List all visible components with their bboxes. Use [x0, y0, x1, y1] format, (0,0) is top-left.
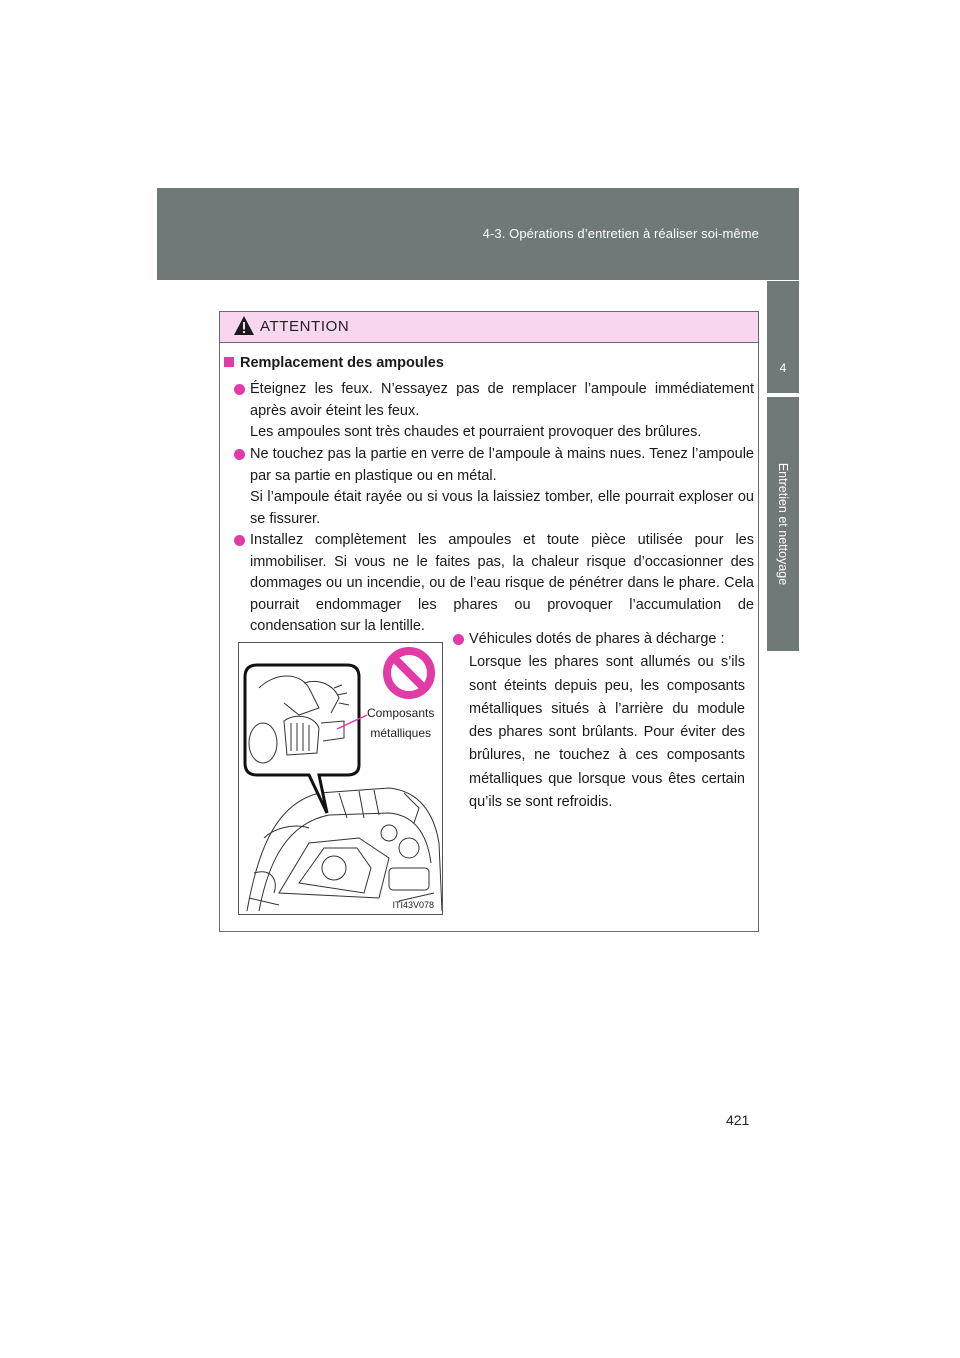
bullet-text: Installez complètement les ampoules et toute pièce utilisée pour les immobiliser. Si vous ne le faites pas, la chaleur risque d’occasionner des dommages ou un incendie, ou de l’eau risque de pénétrer dans le phare. Cela pourrait endommager les phares ou provoquer l’accumulation de condensation sur la lentille.	[250, 532, 754, 634]
callout-line-2: métalliques	[370, 726, 432, 740]
chapter-number-box	[767, 281, 799, 393]
chapter-label: Entretien et nettoyage	[776, 462, 790, 586]
square-bullet-icon	[224, 357, 234, 367]
warning-title: ATTENTION	[260, 318, 350, 335]
side-bullet-text: Lorsque les phares sont allumés ou s’ils sont éteints depuis peu, les composants métalliques situés à l’arrière du module des phares sont brûlants. Pour éviter des brûlures, ne touchez à ces composants métalliques que lorsque vous êtes certain qu’ils se sont refroidis.	[469, 654, 745, 811]
bullet-text: Éteignez les feux. N’essayez pas de remplacer l’ampoule immédiatement après avoir éteint les feux.	[250, 381, 754, 419]
illustration-code: ITI43V078	[392, 900, 434, 910]
section-heading-text: Remplacement des ampoules	[240, 355, 444, 371]
warning-bullet	[234, 379, 754, 444]
warning-header	[220, 312, 758, 343]
warning-bullet	[234, 530, 754, 638]
warning-bullet	[234, 444, 754, 530]
illustration-callout	[367, 703, 434, 743]
round-bullet-icon	[234, 384, 245, 395]
round-bullet-icon	[234, 535, 245, 546]
chapter-side-tab	[767, 281, 799, 871]
side-bullet	[453, 628, 745, 814]
engine-drawing	[239, 643, 443, 915]
warning-triangle-icon	[233, 315, 255, 337]
engine-illustration	[238, 642, 443, 915]
bullet-text: Si l’ampoule était rayée ou si vous la laissiez tomber, elle pourrait exploser ou se fissurer.	[250, 489, 754, 527]
round-bullet-icon	[234, 449, 245, 460]
side-bullet-lead: Véhicules dotés de phares à décharge :	[469, 631, 725, 647]
chapter-number: 4	[779, 361, 787, 375]
chapter-label-box	[767, 397, 799, 651]
chapter-header-band	[157, 188, 799, 280]
warning-box	[219, 311, 759, 932]
callout-line-1: Composants	[367, 706, 435, 720]
chapter-section-title: 4-3. Opérations d’entretien à réaliser soi-même	[482, 226, 759, 241]
round-bullet-icon	[453, 634, 464, 645]
bullet-text: Ne touchez pas la partie en verre de l’ampoule à mains nues. Tenez l’ampoule par sa partie en plastique ou en métal.	[250, 446, 754, 484]
section-heading	[224, 355, 444, 371]
page-number: 421	[726, 1112, 750, 1128]
bullet-text: Les ampoules sont très chaudes et pourraient provoquer des brûlures.	[250, 424, 702, 440]
